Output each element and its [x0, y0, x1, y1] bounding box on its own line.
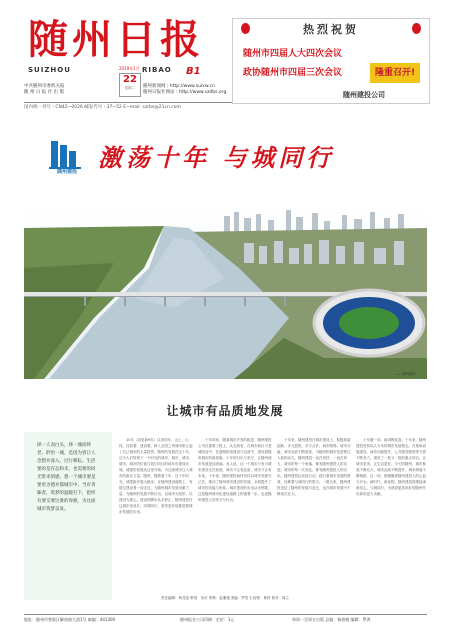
masthead-pinyin-right: RIBAO — [142, 66, 172, 74]
ad-badge: 隆重召开! — [370, 63, 420, 83]
registration-line: 国内统一刊号 : CN42−0026 邮发代号 : 37−52 E−mail: szrbs@21cn.com — [24, 105, 181, 110]
footer-divider — [24, 614, 427, 615]
lantern-icon — [412, 23, 421, 34]
article-column-3: 十年来，随州建投在城市建设上，积极探索创新，多元投资，多方合作，城市路网、城市功能、城市品质不断提高，为随州的城市化进程注入新的动力。随州建投一直在坚持，一直在努力，城市的每一个角落，都有随州建投人的足迹，城市的每一次变化，都有随州建投人的付出。随州建投以实际行动，践行着城市发展的使命，诠释着与城同行的誓言。一路走来，随州建投见证了随州的发展与变迁，也在城市发展中不断成长壮大。 — [277, 438, 351, 496]
ad-line-1: 随州市四届人大四次会议 — [243, 49, 343, 59]
photo-credit: ——资料图片 — [395, 372, 416, 376]
pull-quote-text: 择一人而白头，择一城而终老。聆悟一城，是因为曾让人念想并深入，过行耕耘。生活要的是有态和未，也需要的同光带来情感，想一个城市要是要看为德并都城市中。当有青睐者，筑梦的温暖打下，把所有要交要这番的春歌，为这座城市筑梦奋发。 — [37, 443, 96, 512]
website-line-2: 随州日报社网站 : http://www.szdbs.org — [143, 90, 227, 95]
banner-slogan: 激荡十年 与城同行 — [98, 143, 335, 172]
city-river-illustration — [24, 208, 427, 379]
editor-credits: 责任编辑：杨龙伦 策划：吴可 审核：赵兼超 美编：罗雪飞 检察：黄昌 校对：周立 — [160, 596, 290, 600]
logo-text: 随州建投 — [56, 169, 77, 175]
website-line-1: 随州新闻网 : http://www.suixw.cn — [143, 84, 215, 89]
issue-month: 2019年1月 — [119, 66, 140, 71]
footer-editors: 每周一至周五出版 总编：杨春桃 编辑：罗鸿 — [292, 617, 371, 622]
article-column-2: 十年时间，随着城市开发的推进，随州建投公司在重要工程上，从无到有，在城市新区与老城改造中，在道路桥梁建设与运营中，建设着随州城市的新面貌。十年的付出与坚守，让随州城市发展更加美丽。有人说，这一个城市只有当城市建设走在前面，城市才会有品质，城市才会有未来。十年来，随州建投始终坚持以城市发展为己任，推动了随州城市建设的发展，全面提升了城市的功能与形象，城市建设的步伐从未停歇，这是随州城市化建设道路上的重要一步，也是随州建投人的坚守与付出。 — [198, 438, 272, 502]
ad-title: 热烈祝贺 — [303, 23, 359, 36]
footer-printing: 随州报业公司印刷 · 定价：1元 — [180, 617, 235, 622]
lantern-icon — [241, 23, 250, 34]
pull-quote-box — [24, 432, 112, 600]
ad-company: 随州建投公司 — [343, 91, 385, 99]
publisher-line-2: 随 州 日 报 社 出 版 — [24, 90, 65, 95]
issue-day: 22 — [123, 74, 137, 85]
article-headline: 让城市有品质地发展 — [166, 404, 284, 418]
aerial-city-photo — [24, 208, 427, 379]
page-number: B1 — [186, 66, 201, 77]
article-column-1: 10年（或更新9年）以来的年，山上、山线，经营着、建设着，跨入全国之列城市都立起了自己城市的大量投资，随州的发展在这十年，还为人们规划下一个时光的城市、城市、城市、城市，城市的价值与我们向往的那年年建设同城，城建的发展从这里开始，为这座城市注入城市的新活力量。随州，随着着十年，这十年时光，城建新开展大踏步，在随州建设道路上，有数位建设者一同走过，为随州城市发展贡献力量，为随州的发展不断付出，以城市为纽带，以建设为重心。建设的脚步从未停止，随州建投在这城市里成长，同城同行，更快更好地推进着城市发展的步伐。 — [119, 438, 193, 514]
article-column-4: 十年磨一剑，砺得梅花香。十年来，随州建投坚持以人为本的城市发展理念，在基础设施建设、城市功能提升、公共服务配套等方面不断发力，建设了一批又一批的重点项目，让城市更美、让生活更好。今天的随州，城市框架不断拉大，城市品质不断提升，城市颜值不断刷新，这一切，都凝聚着随州建投人的心血与汗水。新时代，新征程，随州建投将继续秉承初心，与城同行，为建设更加美好的随州作出新的更大贡献。 — [356, 438, 426, 496]
publisher-line-1: 中共随州市委机关报 — [24, 84, 65, 89]
issue-weekday: 星期二 — [124, 86, 136, 90]
footer-address: 地址：随州市曾都区解放路大道1号 邮编：441300 — [24, 617, 116, 622]
congratulation-ad — [232, 18, 430, 104]
publisher-info — [24, 84, 65, 96]
masthead-pinyin-left: SUIZHOU — [28, 66, 71, 74]
ad-line-2: 政协随州市四届三次会议 — [243, 68, 343, 78]
date-box — [119, 73, 141, 97]
website-info — [143, 84, 226, 96]
company-logo — [47, 137, 85, 175]
newspaper-title: 随州日报 — [28, 16, 204, 63]
